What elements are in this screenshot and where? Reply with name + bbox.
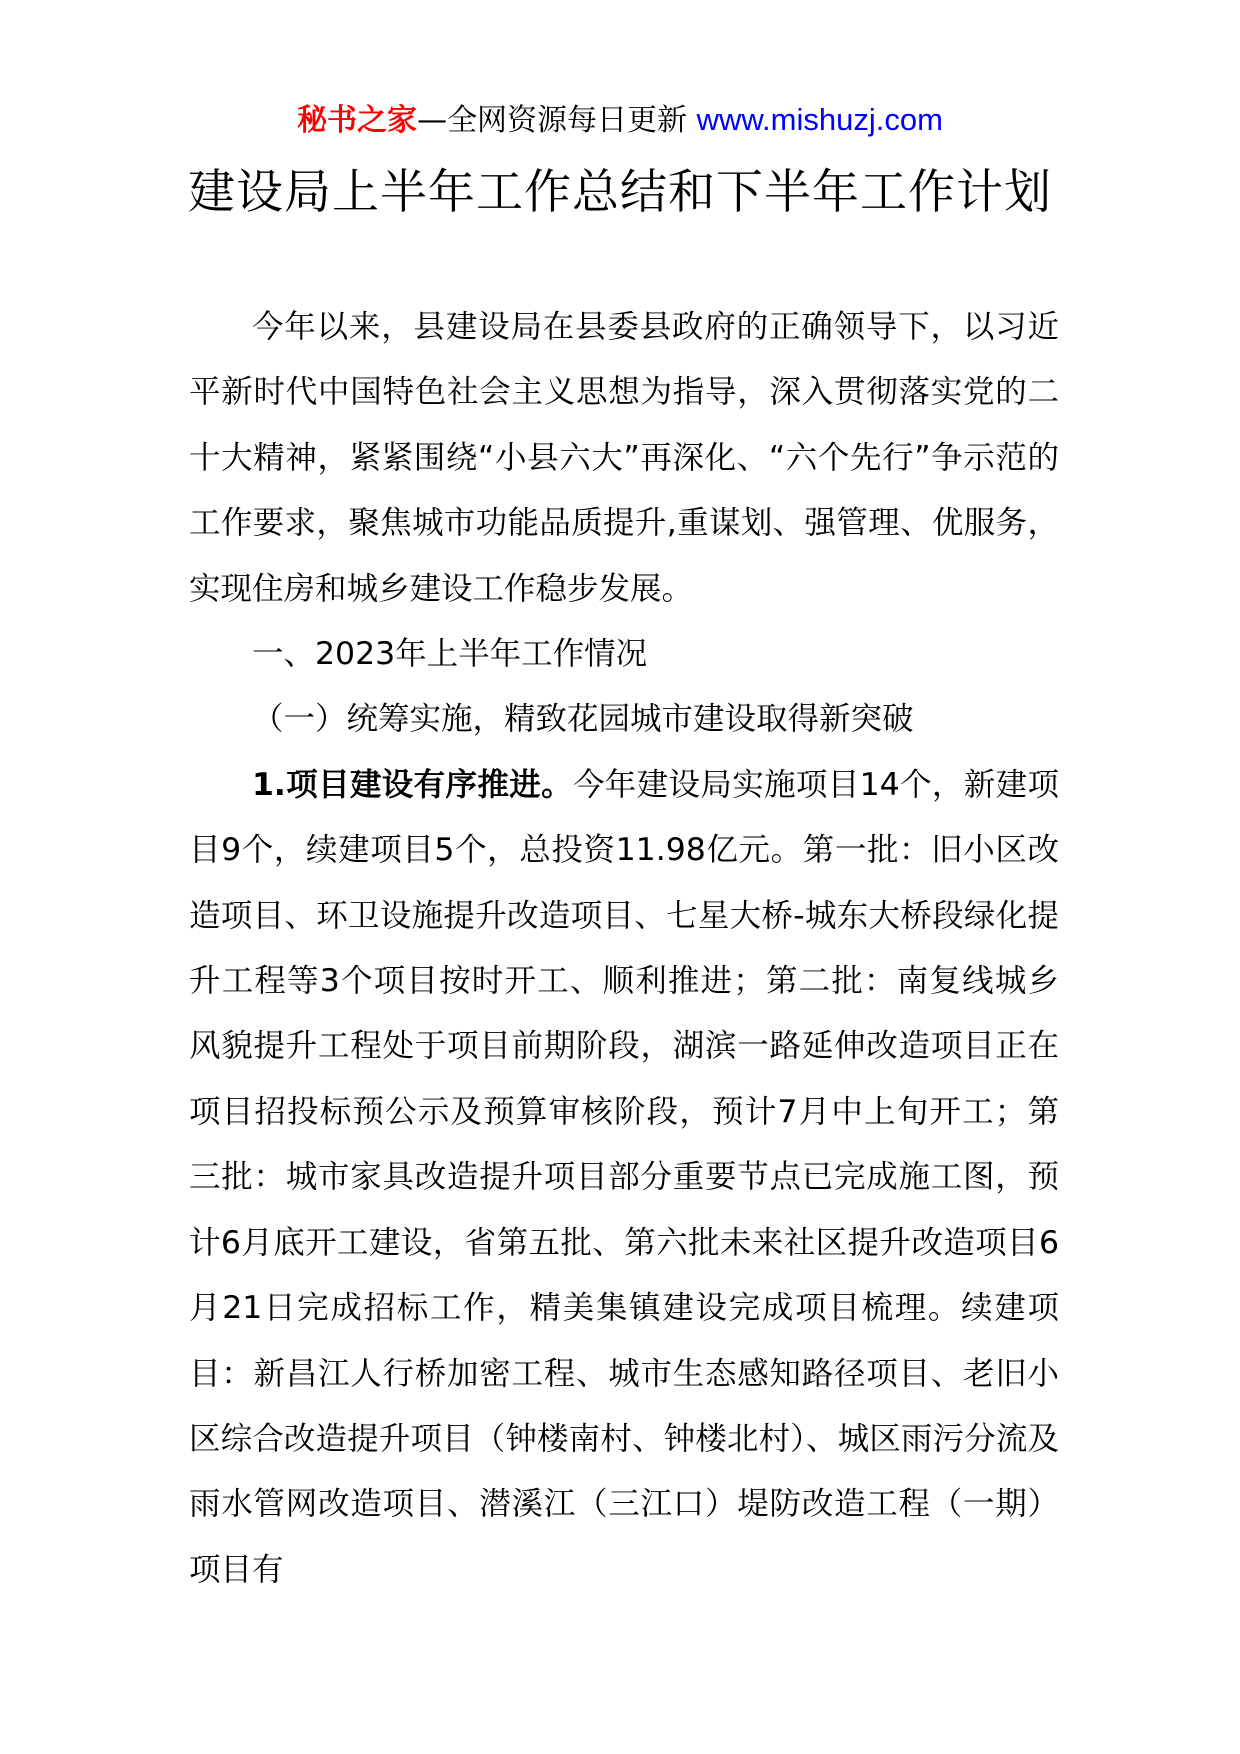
document-body: [189, 295, 1059, 1603]
section-heading-2: （一）统筹实施，精致花园城市建设取得新突破: [252, 701, 914, 738]
section-heading-1: 一、2023年上半年工作情况: [252, 636, 648, 673]
intro-paragraph: 今年以来，县建设局在县委县政府的正确领导下，以习近平新时代中国特色社会主义思想为指导，深入贯彻落实党的二十大精神，紧紧围绕“小县六大”再深化、“六个先行”争示范的工作要求，聚焦城市功能品质提升,重谋划、强管理、优服务，实现住房和城乡建设工作稳步发展。: [189, 309, 1059, 607]
site-banner: [0, 98, 1240, 143]
item-1-paragraph: [189, 753, 1059, 1603]
banner-brand: 秘书之家: [297, 103, 418, 138]
banner-url[interactable]: www.mishuzj.com: [696, 102, 943, 137]
item-1-body: 今年建设局实施项目14个，新建项目9个，续建项目5个，总投资11.98亿元。第一批：旧小区改造项目、环卫设施提升改造项目、七星大桥-城东大桥段绿化提升工程等3个项目按时开工、顺利推进；第二批：南复线城乡风貌提升工程处于项目前期阶段，湖滨一路延伸改造项目正在项目招投标预公示及预算审核阶段，预计7月中上旬开工；第三批：城市家具改造提升项目部分重要节点已完成施工图，预计6月底开工建设，省第五批、第六批未来社区提升改造项目6月21日完成招标工作，精美集镇建设完成项目梳理。续建项目：新昌江人行桥加密工程、城市生态感知路径项目、老旧小区综合改造提升项目（钟楼南村、钟楼北村）、城区雨污分流及雨水管网改造项目、潜溪江（三江口）堤防改造工程（一期）项目有: [189, 766, 1059, 1588]
item-1-lead: 1.项目建设有序推进。: [252, 766, 573, 803]
banner-slogan: —全网资源每日更新: [417, 103, 688, 138]
document-title: 建设局上半年工作总结和下半年工作计划: [188, 165, 1052, 220]
